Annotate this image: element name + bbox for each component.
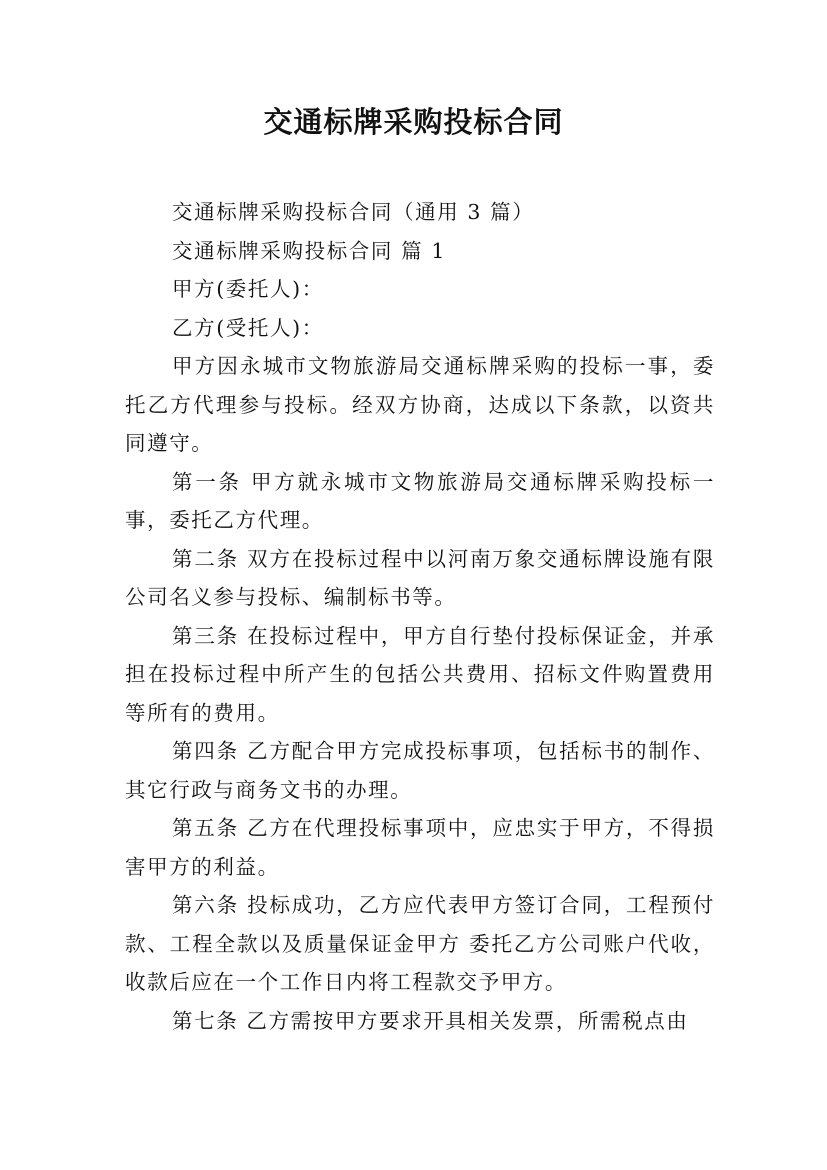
article-3: 第三条 在投标过程中，甲方自行垫付投标保证金，并承担在投标过程中所产生的包括公共费用、招标文件购置费用等所有的费用。 (125, 623, 715, 725)
article-7: 第七条 乙方需按甲方要求开具相关发票，所需税点由 (172, 1008, 689, 1033)
party-b-line: 乙方(受托人)： (172, 315, 324, 340)
document-body (125, 193, 715, 1040)
subtitle-paragraph: 交通标牌采购投标合同（通用 3 篇） (172, 200, 535, 224)
section-heading: 交通标牌采购投标合同 篇 1 (172, 238, 446, 263)
article-1: 第一条 甲方就永城市文物旅游局交通标牌采购投标一事，委托乙方代理。 (125, 469, 715, 532)
article-5: 第五条 乙方在代理投标事项中，应忠实于甲方，不得损害甲方的利益。 (125, 816, 715, 879)
article-2: 第二条 双方在投标过程中以河南万象交通标牌设施有限公司名义参与投标、编制标书等。 (125, 546, 715, 609)
article-4: 第四条 乙方配合甲方完成投标事项，包括标书的制作、其它行政与商务文书的办理。 (125, 739, 715, 802)
article-6: 第六条 投标成功，乙方应代表甲方签订合同，工程预付款、工程全款以及质量保证金甲方 委托乙方公司账户代收，收款后应在一个工作日内将工程款交予甲方。 (125, 893, 715, 994)
document-title: 交通标牌采购投标合同 (263, 105, 564, 139)
intro-paragraph: 甲方因永城市文物旅游局交通标牌采购的投标一事，委托乙方代理参与投标。经双方协商，达成以下条款，以资共同遵守。 (125, 354, 715, 455)
party-a-line: 甲方(委托人)： (172, 277, 324, 301)
